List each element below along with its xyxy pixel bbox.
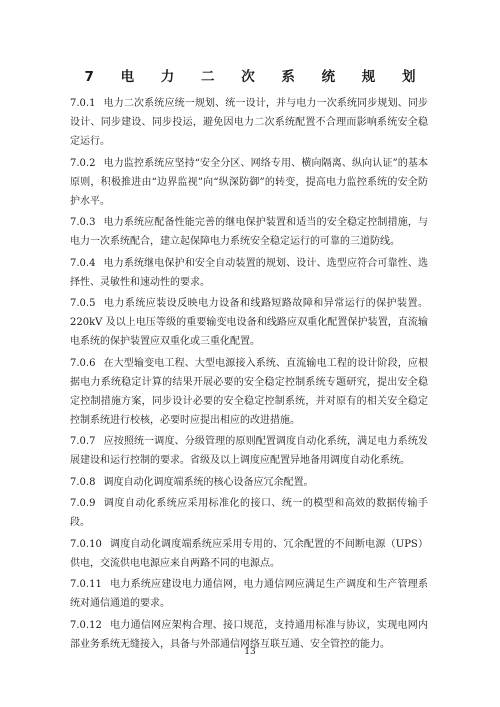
clause-text: 应按照统一调度、分级管理的原则配置调度自动化系统，满足电力系统发展建设和运行控制的要求。省级及以上调度应配置异地备用调度自动化系统。 <box>70 436 428 466</box>
chapter-title: 7 电 力 二 次 系 统 规 划 <box>84 69 427 85</box>
clause-text: 电力系统应建设电力通信网，电力通信网应满足生产调度和生产管理系统对通信通道的要求。 <box>70 579 428 609</box>
clause <box>70 473 428 492</box>
clause-text: 调度自动化调度端系统的核心设备应冗余配置。 <box>103 476 314 488</box>
clause <box>70 213 428 251</box>
clause <box>70 535 428 573</box>
clause-number: 7.0.2 <box>70 157 96 169</box>
clause-number: 7.0.12 <box>70 619 102 631</box>
clause-number: 7.0.5 <box>70 298 96 309</box>
clause <box>70 254 428 292</box>
clause-number: 7.0.3 <box>70 217 96 228</box>
page-number: 13 <box>244 647 256 657</box>
clause <box>70 94 428 151</box>
clause-text: 电力系统应配备性能完善的继电保护装置和适当的安全稳定控制措施，与电力一次系统配合，建立起保障电力系统安全稳定运行的可靠的三道防线。 <box>70 217 428 247</box>
clause-text: 在大型输变电工程、大型电源接入系统、直流输电工程的设计阶段，应根据电力系统稳定计算的结果开展必要的安全稳定控制系统专题研究，提出安全稳定控制措施方案，同步设计必要的安全稳定控制系统，并对原有的相关安全稳定控制系统进行校核，必要时应提出相应的改进措施。 <box>70 357 428 426</box>
clause <box>70 154 428 211</box>
clause-number: 7.0.8 <box>70 476 96 488</box>
clause <box>70 354 428 430</box>
clause <box>70 432 428 470</box>
clause-number: 7.0.9 <box>70 498 96 509</box>
clause <box>70 294 428 351</box>
clause-number: 7.0.1 <box>70 98 96 109</box>
clause <box>70 494 428 532</box>
clause-number: 7.0.4 <box>70 257 96 269</box>
clause-text: 电力系统继电保护和安全自动装置的规划、设计、选型应符合可靠性、选择性、灵敏性和速动性的要求。 <box>70 257 428 288</box>
clause-number: 7.0.7 <box>70 436 96 447</box>
clause-number: 7.0.6 <box>70 357 96 369</box>
clause-text: 电力监控系统应坚持“安全分区、网络专用、横向隔离、纵向认证”的基本原则，积极推进由“边界监视”向“纵深防御”的转变，提高电力监控系统的安全防护水平。 <box>70 157 428 207</box>
clause-text: 电力通信网应架构合理、接口规范，支持通用标准与协议，实现电网内部业务系统无缝接入，具备与外部通信网络互联互通、安全管控的能力。 <box>70 619 428 650</box>
clause <box>70 575 428 613</box>
clause-number: 7.0.10 <box>70 538 102 550</box>
clause-list <box>70 94 428 656</box>
clause-text: 调度自动化调度端系统应采用专用的、冗余配置的不间断电源（UPS）供电，交流供电电源应来自两路不同的电源点。 <box>70 538 428 569</box>
clause-text: 调度自动化系统应采用标准化的接口、统一的模型和高效的数据传输手段。 <box>70 498 428 528</box>
clause-number: 7.0.11 <box>70 579 102 590</box>
clause-text: 电力二次系统应统一规划、统一设计，并与电力一次系统同步规划、同步设计、同步建设、同步投运，避免因电力二次系统配置不合理而影响系统安全稳定运行。 <box>70 98 428 147</box>
clause-text: 电力系统应装设反映电力设备和线路短路故障和异常运行的保护装置。220kV 及以上电压等级的重要输变电设备和线路应双重化配置保护装置，直流输电系统的保护装置应双重化或三重化配置。 <box>70 298 428 347</box>
